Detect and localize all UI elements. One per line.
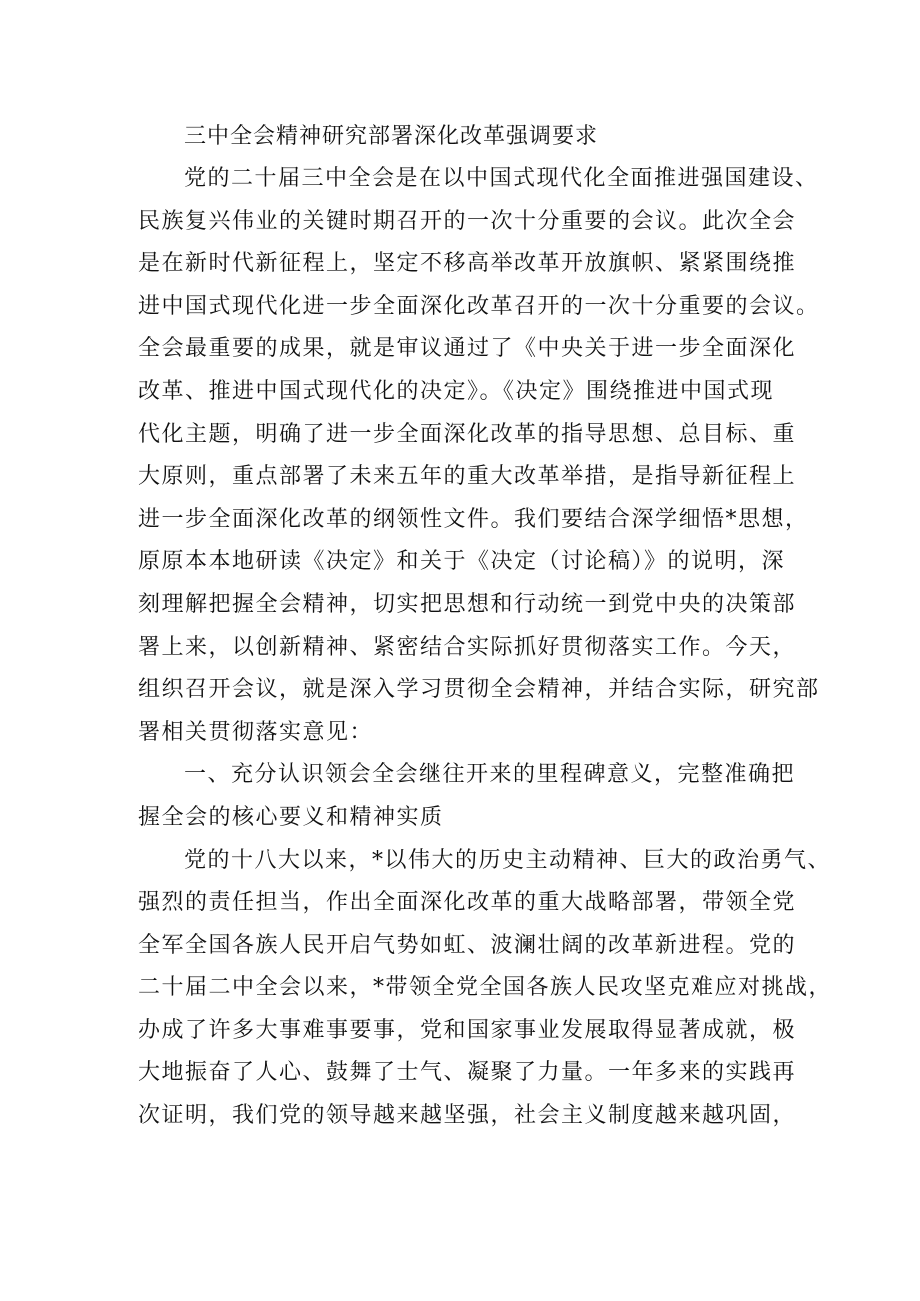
paragraph-line: 大原则，重点部署了未来五年的重大改革举措，是指导新征程上 <box>138 464 797 490</box>
paragraph-line: 改革、推进中国式现代化的决定》。《决定》围绕推进中国式现 <box>138 378 775 404</box>
paragraph-line: 民族复兴伟业的关键时期召开的一次十分重要的会议。此次全会 <box>138 208 797 234</box>
paragraph-line: 组织召开会议，就是深入学习贯彻全会精神，并结合实际，研究部 <box>138 677 820 703</box>
paragraph-line: 强烈的责任担当，作出全面深化改革的重大战略部署，带领全党 <box>138 890 797 916</box>
section-heading-1 <box>138 754 798 839</box>
paragraph-line: 是在新时代新征程上，坚定不移高举改革开放旗帜、紧紧围绕推 <box>138 251 797 277</box>
paragraph-line: 党的二十届三中全会是在以中国式现代化全面推进强国建设、 <box>184 166 819 191</box>
paragraph-reform-history <box>138 840 833 1138</box>
paragraph-line: 全军全国各族人民开启气势如虹、波澜壮阔的改革新进程。党的 <box>138 932 797 958</box>
paragraph-line: 刻理解把握全会精神，切实把思想和行动统一到党中央的决策部 <box>138 591 797 617</box>
paragraph-line: 全会最重要的成果，就是审议通过了《中央关于进一步全面深化 <box>138 336 797 362</box>
paragraph-line: 进一步全面深化改革的纲领性文件。我们要结合深学细悟*思想， <box>138 506 809 532</box>
document-body <box>138 116 833 1138</box>
paragraph-line: 大地振奋了人心、鼓舞了士气、凝聚了力量。一年多来的实践再 <box>138 1060 797 1086</box>
paragraph-line: 原原本本地研读《决定》和关于《决定（讨论稿）》的说明，深 <box>138 549 786 575</box>
paragraph-line: 办成了许多大事难事要事，党和国家事业发展取得显著成就，极 <box>138 1017 797 1043</box>
paragraph-line: 署上来，以创新精神、紧密结合实际抓好贯彻落实工作。今天， <box>138 634 797 660</box>
paragraph-line: 进中国式现代化进一步全面深化改革召开的一次十分重要的会议。 <box>138 293 820 319</box>
paragraph-line: 署相关贯彻落实意见： <box>138 719 374 745</box>
paragraph-intro <box>138 158 820 754</box>
paragraph-line: 次证明，我们党的领导越来越坚强，社会主义制度越来越巩固， <box>138 1103 797 1129</box>
paragraph-line: 党的十八大以来，*以伟大的历史主动精神、巨大的政治勇气、 <box>184 847 832 873</box>
paragraph-line: 代化主题，明确了进一步全面深化改革的指导思想、总目标、重 <box>138 421 797 447</box>
section-heading-line: 握全会的核心要义和精神实质 <box>138 804 444 830</box>
document-title: 三中全会精神研究部署深化改革强调要求 <box>184 124 599 149</box>
paragraph-line: 二十届二中全会以来，*带领全党全国各族人民攻坚克难应对挑战， <box>138 975 833 1001</box>
section-heading-line: 一、充分认识领会全会继往开来的里程碑意义，完整准确把 <box>184 762 796 788</box>
